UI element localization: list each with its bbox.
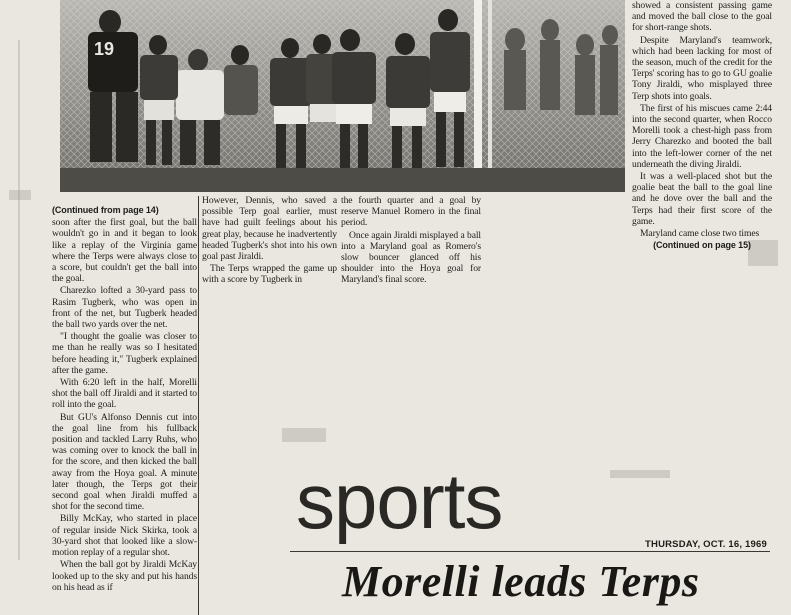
paragraph: Maryland came close two times [640,228,760,240]
paragraph: Charezko lofted a 30-yard pass to Rasim Tugberk, who was open in front of the net, but Tugberk headed the ball two yards over the net. [52,285,197,331]
paragraph: Once again Jiraldi misplayed a ball into a Maryland goal as Romero's slow bouncer glanced off his shoulder into the Hoya goal for Maryland's final score. [341,229,481,285]
paragraph: the fourth quarter and a goal by reserve Manuel Romero in the final period. [341,195,481,229]
paragraph: The Terps wrapped the game up with a score by Tugberk in [202,263,337,285]
issue-date: THURSDAY, OCT. 16, 1969 [645,539,767,550]
photo-image [60,0,625,192]
paragraph: With 6:20 left in the half, Morelli shot the ball off Jiraldi and it started to roll into the goal. [52,377,197,411]
scan-noise [282,428,326,442]
paragraph: When the ball got by Jiraldi McKay looked up to the sky and put his hands on his head as if [52,559,197,593]
paragraph: Billy McKay, who started in place of regular inside Nick Skirka, took a 30-yard shot that looked like a slow-motion replay of a regular shot. [52,513,197,559]
continued-from: (Continued from page 14) [52,205,159,215]
column-divider [198,196,199,615]
paragraph: The first of his miscues came 2:44 into the second quarter, when Rocco Morelli took a chest-high pass from Jerry Charezko and booted the ball into the left-lower corner of the net underneath the diving Jiraldi. [632,102,772,170]
scan-noise [18,40,20,560]
article-column-left [52,205,197,615]
scan-noise [610,470,670,478]
paragraph: But GU's Alfonso Dennis cut into the goal line from his fullback position and tackled Larry Ruhs, who was coming over to knock the ball in for the score, and then kicked the ball away from the Hoya goal. A minute later though, the Terps got their second goal when Jiraldi muffed a shot for the second time. [52,411,197,513]
scan-noise [9,190,31,200]
paragraph: Despite Maryland's teamwork, which had been lacking for most of the season, much of the credit for the Terps' scoring has to go to GU goalie Tony Jiraldi, who misplayed three Terp shots into goals. [632,34,772,102]
continued-on: (Continued on page 15) [653,240,751,251]
section-title: sports [296,457,503,545]
paragraph: It was a well-placed shot but the goalie beat the ball to the goal line and he dove over the ball and the Terps had their first score of the game. [632,171,772,227]
soccer-match-photo [60,0,625,192]
jersey-number: 19 [94,39,115,59]
paragraph: soon after the first goal, but the ball wouldn't go in and it began to look like a replay of the Virginia game where the Terps were always close to a score, but couldn't get the ball into the goal. [52,217,197,285]
article-column-right [632,0,772,262]
paragraph: "I thought the goalie was closer to me than he really was so I hesitated before heading it," Tugberk explained after the game. [52,331,197,376]
article-column-middle [202,195,337,285]
paragraph: showed a consistent passing game and moved the ball close to the goal for short-range shots. [632,0,772,34]
masthead-rule [290,551,770,552]
article-column-middle2 [341,195,481,285]
paragraph: However, Dennis, who saved a possible Terp goal earlier, must have had guilt feelings about his great play, because he inadvertently headed Tugberk's shot into his own goal past Jiraldi. [202,195,337,263]
article-headline: Morelli leads Terps [342,557,700,606]
